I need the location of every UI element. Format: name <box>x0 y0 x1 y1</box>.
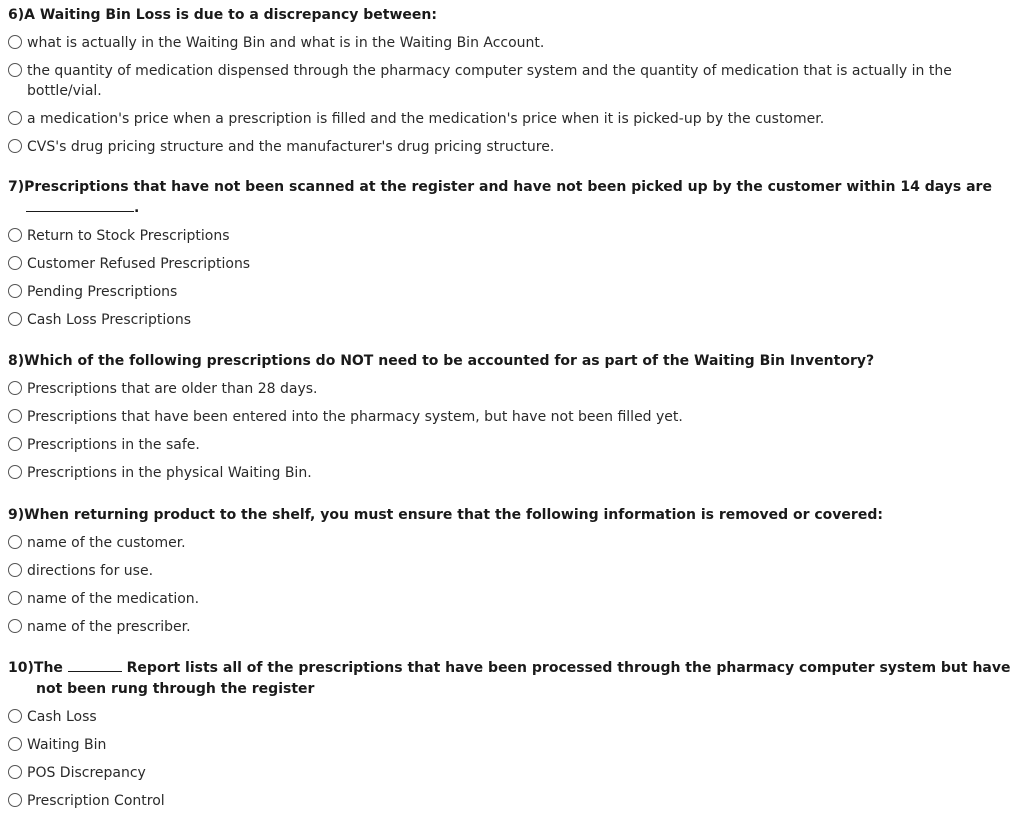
option-label[interactable]: Cash Loss <box>27 709 97 725</box>
question-text-end: Report lists all of the prescriptions that have been processed through the pharmacy computer system but have not been rung through the register <box>36 660 1011 697</box>
question-text: Which of the following prescriptions do NOT need to be accounted for as part of the Waiting Bin Inventory? <box>24 353 875 369</box>
option-9a[interactable] <box>8 533 1016 553</box>
radio-button[interactable] <box>8 381 22 395</box>
question-8-title <box>8 351 1016 372</box>
option-label[interactable]: Prescriptions that have been entered into the pharmacy system, but have not been filled yet. <box>27 409 683 425</box>
question-6 <box>8 5 1016 157</box>
option-9d[interactable] <box>8 617 1016 637</box>
option-label[interactable]: Cash Loss Prescriptions <box>27 312 192 328</box>
option-label[interactable]: Prescription Control <box>27 793 165 809</box>
question-number: 8) <box>8 353 25 369</box>
radio-button[interactable] <box>8 228 22 242</box>
option-label[interactable]: name of the medication. <box>27 591 200 607</box>
question-text-end: . <box>134 200 140 216</box>
question-10-title <box>8 658 1016 700</box>
radio-button[interactable] <box>8 256 22 270</box>
option-10c[interactable] <box>8 763 1016 783</box>
radio-button[interactable] <box>8 765 22 779</box>
question-number: 6) <box>8 7 25 23</box>
question-6-title <box>8 5 1016 26</box>
radio-button[interactable] <box>8 409 22 423</box>
radio-button[interactable] <box>8 35 22 49</box>
radio-button[interactable] <box>8 535 22 549</box>
option-9b[interactable] <box>8 561 1016 581</box>
option-10d[interactable] <box>8 791 1016 811</box>
option-label[interactable]: name of the customer. <box>27 535 186 551</box>
option-7b[interactable] <box>8 254 1016 274</box>
fill-in-blank <box>26 199 134 212</box>
option-label[interactable]: the quantity of medication dispensed through the pharmacy computer system and the quantity of medication that is actually in the bottle/vial. <box>27 63 952 99</box>
option-label[interactable]: Waiting Bin <box>27 737 107 753</box>
option-label[interactable]: Prescriptions that are older than 28 days. <box>27 381 318 397</box>
radio-button[interactable] <box>8 63 22 77</box>
radio-button[interactable] <box>8 437 22 451</box>
option-7a[interactable] <box>8 226 1016 246</box>
question-number: 9) <box>8 507 25 523</box>
radio-button[interactable] <box>8 312 22 326</box>
option-6a[interactable] <box>8 33 1016 53</box>
option-label[interactable]: POS Discrepancy <box>27 765 146 781</box>
question-text: Prescriptions that have not been scanned at the register and have not been picked up by the customer within 14 days are <box>24 179 992 195</box>
option-label[interactable]: Prescriptions in the safe. <box>27 437 200 453</box>
radio-button[interactable] <box>8 709 22 723</box>
question-text: When returning product to the shelf, you must ensure that the following information is removed or covered: <box>24 507 883 523</box>
option-label[interactable]: Return to Stock Prescriptions <box>27 228 230 244</box>
question-10 <box>8 658 1016 811</box>
question-7-title <box>8 177 1016 219</box>
question-8 <box>8 351 1016 483</box>
option-label[interactable]: what is actually in the Waiting Bin and what is in the Waiting Bin Account. <box>27 35 545 51</box>
radio-button[interactable] <box>8 465 22 479</box>
option-6d[interactable] <box>8 137 1016 157</box>
question-7 <box>8 177 1016 330</box>
option-label[interactable]: Prescriptions in the physical Waiting Bin. <box>27 465 312 481</box>
option-9c[interactable] <box>8 589 1016 609</box>
option-6c[interactable] <box>8 109 1016 129</box>
question-number: 10) <box>8 660 34 676</box>
option-8d[interactable] <box>8 463 1016 483</box>
option-7c[interactable] <box>8 282 1016 302</box>
option-6b[interactable] <box>8 61 1016 101</box>
question-text: The <box>33 660 63 676</box>
radio-button[interactable] <box>8 563 22 577</box>
option-10a[interactable] <box>8 707 1016 727</box>
question-9-title <box>8 505 1016 526</box>
question-number: 7) <box>8 179 25 195</box>
option-label[interactable]: a medication's price when a prescription is filled and the medication's price when it is picked-up by the customer. <box>27 111 825 127</box>
option-label[interactable]: directions for use. <box>27 563 154 579</box>
option-label[interactable]: Customer Refused Prescriptions <box>27 256 251 272</box>
question-text: A Waiting Bin Loss is due to a discrepancy between: <box>24 7 437 23</box>
radio-button[interactable] <box>8 139 22 153</box>
radio-button[interactable] <box>8 619 22 633</box>
radio-button[interactable] <box>8 284 22 298</box>
radio-button[interactable] <box>8 111 22 125</box>
radio-button[interactable] <box>8 793 22 807</box>
option-8b[interactable] <box>8 407 1016 427</box>
question-9 <box>8 505 1016 637</box>
option-label[interactable]: CVS's drug pricing structure and the manufacturer's drug pricing structure. <box>27 139 555 155</box>
radio-button[interactable] <box>8 737 22 751</box>
option-7d[interactable] <box>8 310 1016 330</box>
option-label[interactable]: name of the prescriber. <box>27 619 191 635</box>
radio-button[interactable] <box>8 591 22 605</box>
option-label[interactable]: Pending Prescriptions <box>27 284 178 300</box>
option-8a[interactable] <box>8 379 1016 399</box>
fill-in-blank <box>68 659 122 672</box>
option-10b[interactable] <box>8 735 1016 755</box>
option-8c[interactable] <box>8 435 1016 455</box>
